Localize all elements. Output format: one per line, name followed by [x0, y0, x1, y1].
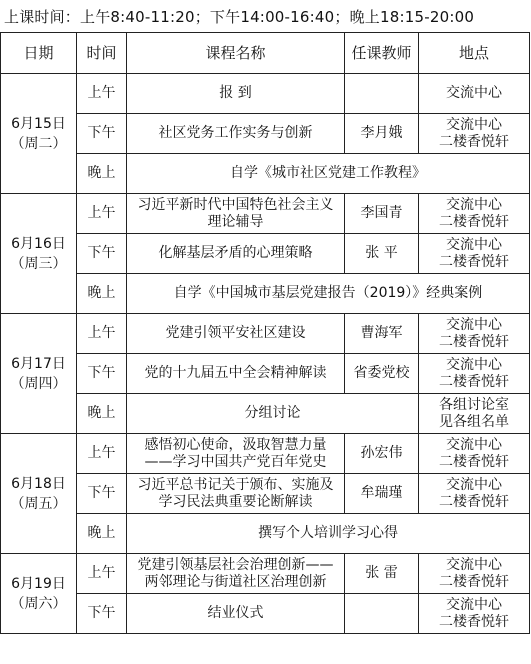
course-cell: 党建引领基层社会治理创新—— 两邻理论与街道社区治理创新 — [127, 554, 345, 594]
teacher-cell: 牟瑞瑾 — [345, 474, 419, 514]
merged-course-cell: 自学《城市社区党建工作教程》 — [127, 154, 530, 194]
teacher-cell: 曹海军 — [345, 314, 419, 354]
location-cell: 交流中心 二楼香悦轩 — [419, 114, 530, 154]
course-cell: 分组讨论 — [127, 394, 419, 434]
time-cell: 下午 — [77, 594, 127, 634]
table-row — [1, 74, 530, 114]
table-row — [1, 514, 530, 554]
table-row — [1, 154, 530, 194]
course-cell: 习近平新时代中国特色社会主义 理论辅导 — [127, 194, 345, 234]
course-cell: 结业仪式 — [127, 594, 345, 634]
course-cell: 党建引领平安社区建设 — [127, 314, 345, 354]
date-cell: 6月15日 （周二） — [1, 74, 77, 194]
course-cell: 社区党务工作实务与创新 — [127, 114, 345, 154]
table-row — [1, 194, 530, 234]
schedule-table — [0, 32, 530, 634]
table-row — [1, 474, 530, 514]
class-hours: 上课时间：上午8:40-11:20；下午14:00-16:40；晚上18:15-20:00 — [4, 8, 475, 26]
teacher-cell: 省委党校 — [345, 354, 419, 394]
time-cell: 晚上 — [77, 394, 127, 434]
date-cell: 6月17日 （周四） — [1, 314, 77, 434]
table-row — [1, 554, 530, 594]
location-cell: 交流中心 二楼香悦轩 — [419, 474, 530, 514]
location-cell: 交流中心 二楼香悦轩 — [419, 354, 530, 394]
schedule-body — [1, 74, 530, 634]
location-cell: 各组讨论室 见各组名单 — [419, 394, 530, 434]
teacher-cell — [345, 74, 419, 114]
time-cell: 下午 — [77, 114, 127, 154]
location-cell: 交流中心 二楼香悦轩 — [419, 434, 530, 474]
teacher-cell: 张 平 — [345, 234, 419, 274]
table-row — [1, 314, 530, 354]
table-row — [1, 274, 530, 314]
table-row — [1, 354, 530, 394]
teacher-cell: 张 雷 — [345, 554, 419, 594]
table-row — [1, 234, 530, 274]
date-cell: 6月16日 （周三） — [1, 194, 77, 314]
teacher-cell: 李月娥 — [345, 114, 419, 154]
table-row — [1, 434, 530, 474]
location-cell: 交流中心 二楼香悦轩 — [419, 594, 530, 634]
course-cell: 感悟初心使命，汲取智慧力量 ——学习中国共产党百年党史 — [127, 434, 345, 474]
table-row — [1, 394, 530, 434]
time-cell: 下午 — [77, 474, 127, 514]
course-cell: 报 到 — [127, 74, 345, 114]
location-cell: 交流中心 二楼香悦轩 — [419, 554, 530, 594]
course-cell: 习近平总书记关于颁布、实施及 学习民法典重要论断解读 — [127, 474, 345, 514]
col-date: 日期 — [1, 33, 77, 74]
course-cell: 党的十九届五中全会精神解读 — [127, 354, 345, 394]
time-cell: 上午 — [77, 434, 127, 474]
merged-course-cell: 撰写个人培训学习心得 — [127, 514, 530, 554]
teacher-cell: 孙宏伟 — [345, 434, 419, 474]
date-cell: 6月19日 （周六） — [1, 554, 77, 634]
time-cell: 上午 — [77, 74, 127, 114]
col-teacher: 任课教师 — [345, 33, 419, 74]
time-cell: 晚上 — [77, 514, 127, 554]
location-cell: 交流中心 二楼香悦轩 — [419, 314, 530, 354]
location-cell: 交流中心 二楼香悦轩 — [419, 194, 530, 234]
col-location: 地点 — [419, 33, 530, 74]
table-row — [1, 594, 530, 634]
location-cell: 交流中心 — [419, 74, 530, 114]
time-cell: 下午 — [77, 234, 127, 274]
time-cell: 上午 — [77, 194, 127, 234]
time-cell: 上午 — [77, 314, 127, 354]
location-cell: 交流中心 二楼香悦轩 — [419, 234, 530, 274]
time-cell: 晚上 — [77, 274, 127, 314]
col-time: 时间 — [77, 33, 127, 74]
merged-course-cell: 自学《中国城市基层党建报告（2019）》经典案例 — [127, 274, 530, 314]
teacher-cell — [345, 594, 419, 634]
teacher-cell: 李国青 — [345, 194, 419, 234]
time-cell: 上午 — [77, 554, 127, 594]
header-row — [1, 33, 530, 74]
table-row — [1, 114, 530, 154]
date-cell: 6月18日 （周五） — [1, 434, 77, 554]
time-cell: 晚上 — [77, 154, 127, 194]
course-cell: 化解基层矛盾的心理策略 — [127, 234, 345, 274]
col-course: 课程名称 — [127, 33, 345, 74]
time-cell: 下午 — [77, 354, 127, 394]
